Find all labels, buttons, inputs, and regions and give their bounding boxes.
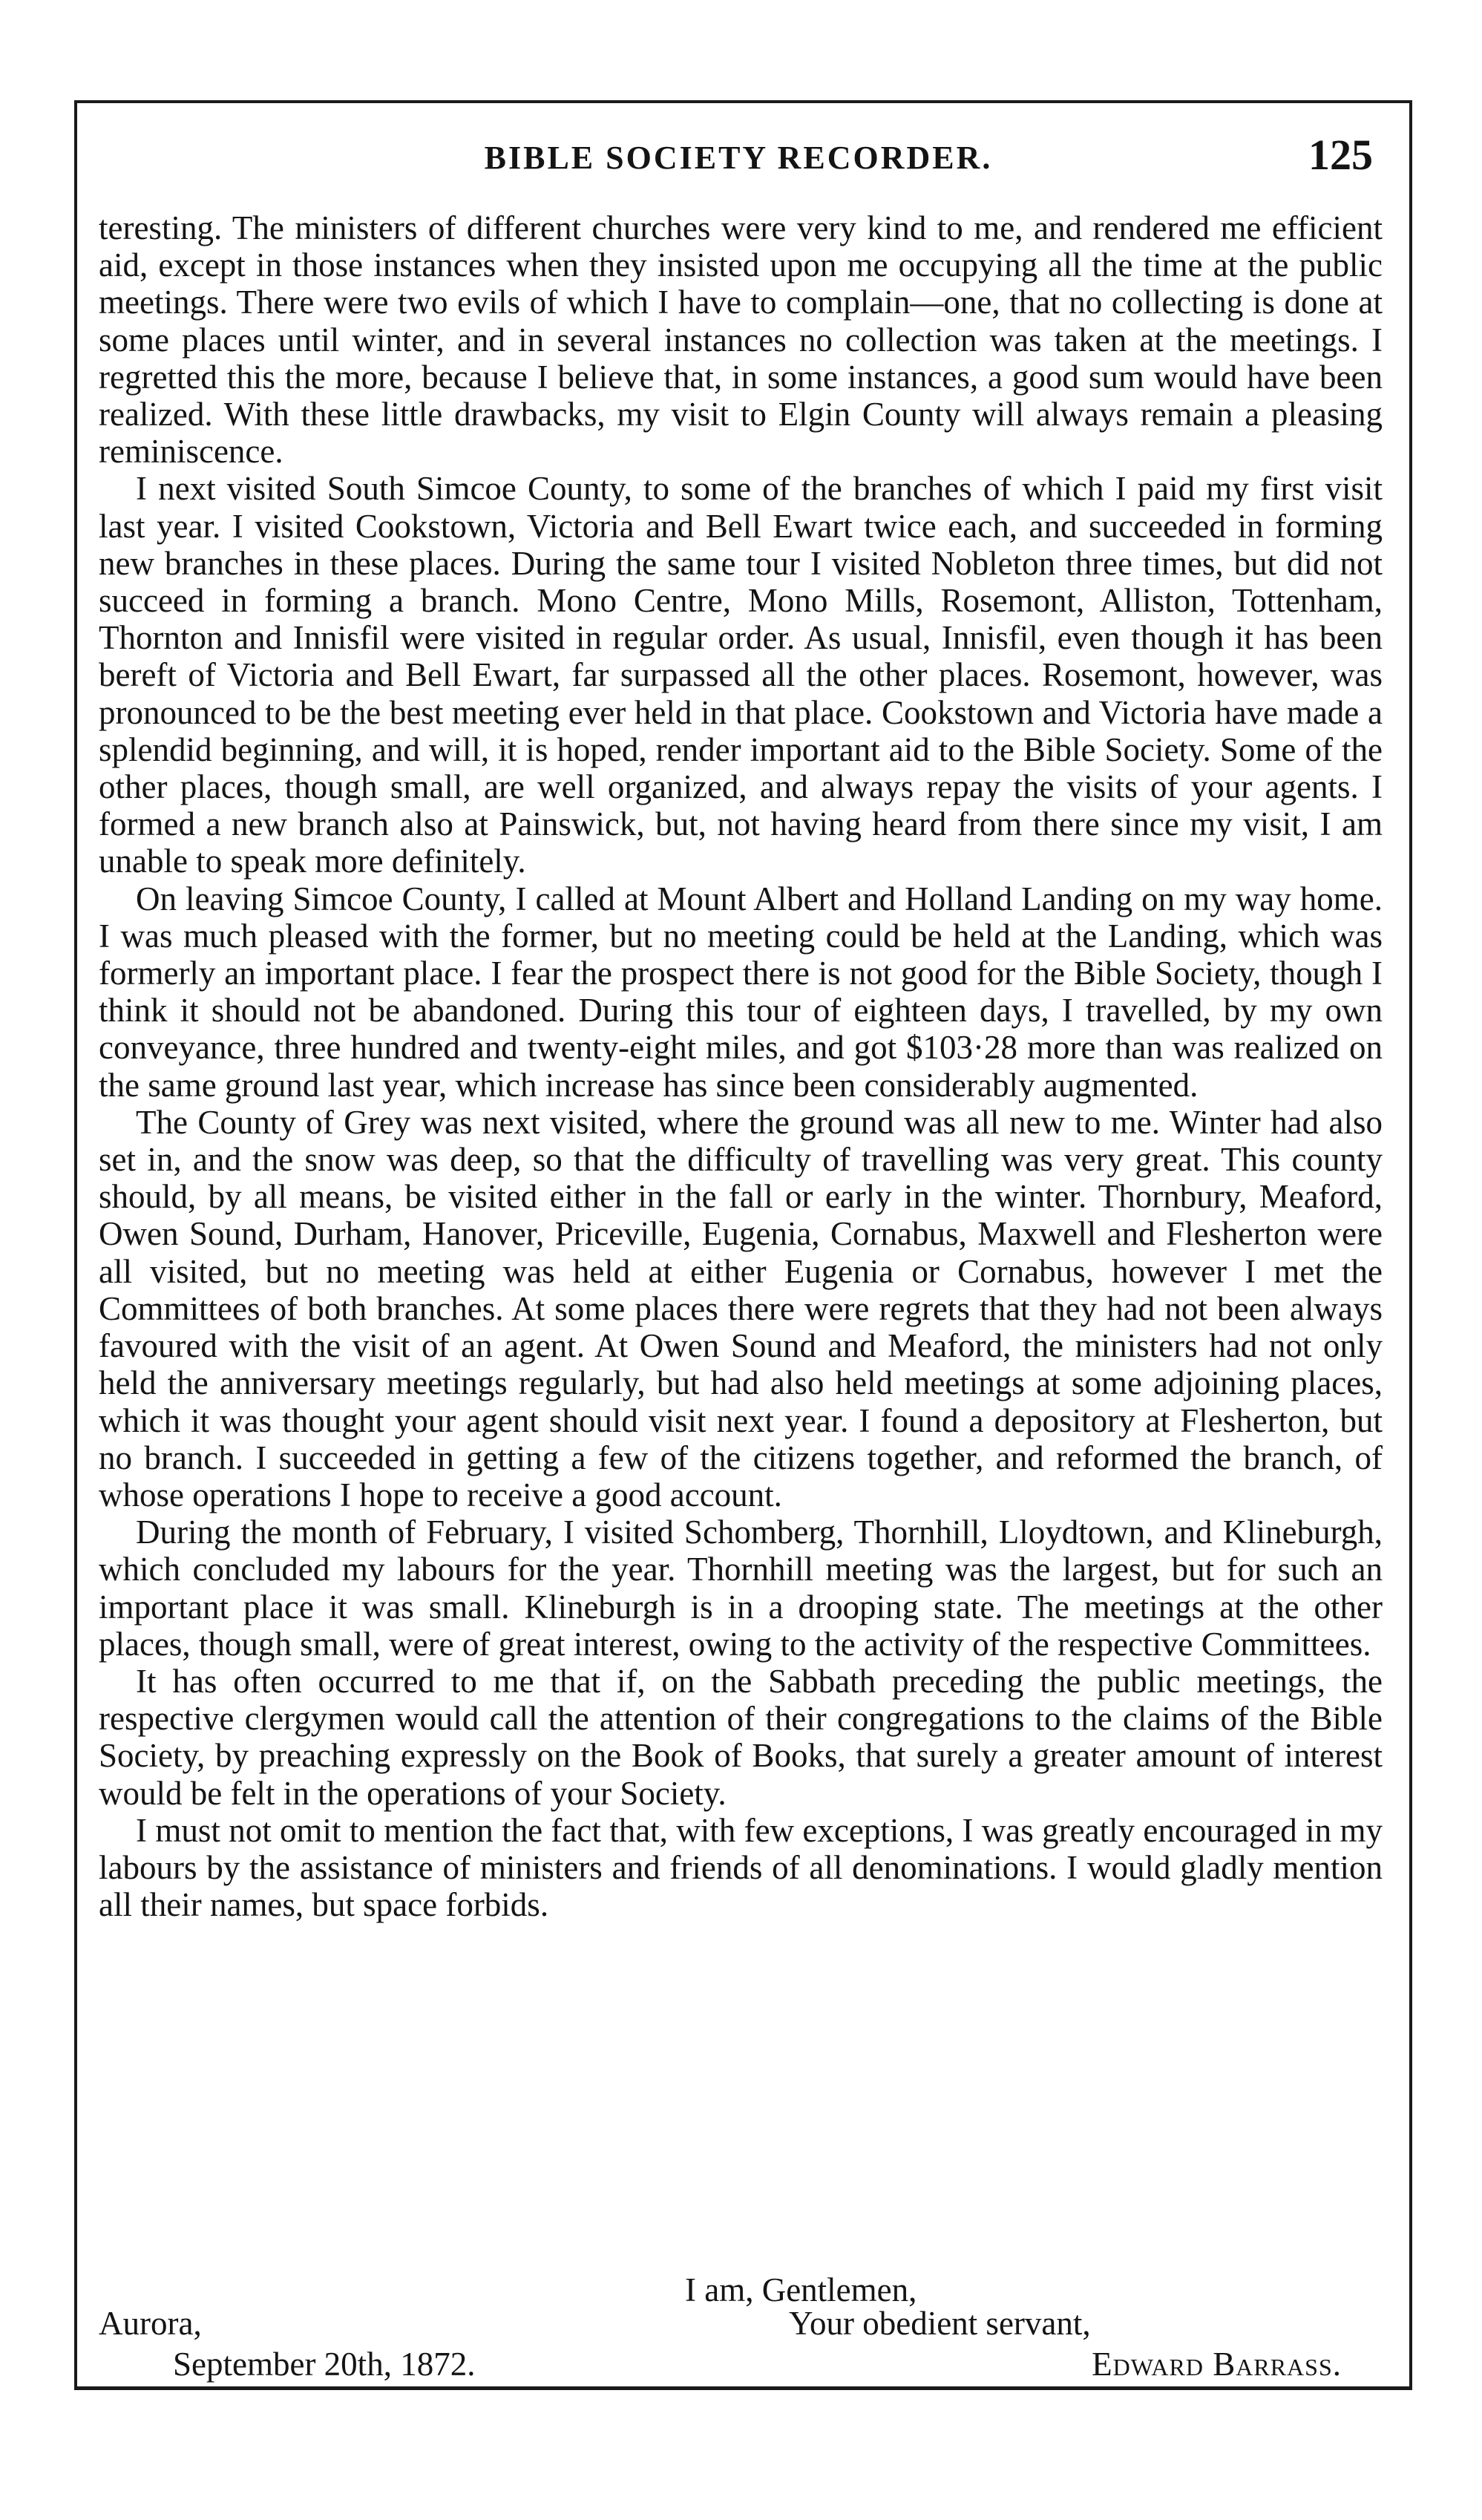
closing-salutation: I am, Gentlemen, xyxy=(685,2271,917,2308)
closing-servant: Your obedient servant, xyxy=(789,2305,1091,2342)
page-header xyxy=(96,122,1380,189)
closing-signature: Edward Barrass. xyxy=(1092,2346,1342,2383)
paragraph-leaving-simcoe: On leaving Simcoe County, I called at Mount Albert and Holland Landing on my way home. I was much pleased with the former, but no meeting could be held at the Landing, which was formerly an important place. I fear the prospect there is not good for the Bible Society, though I think it should not be abandoned. During this tour of eighteen days, I travelled, by my own conveyance, three hundred and twenty-eight miles, and got $103·28 more than was realized on the same ground last year, which increase has since been considerably augmented. xyxy=(99,880,1383,1104)
page-number: 125 xyxy=(1308,131,1373,179)
paragraph-elgin-continuation: teresting. The ministers of different churches were very kind to me, and rendered me efficient aid, except in those instances when they insisted upon me occupying all the time at the public meetings. There were two evils of which I have to complain—one, that no collecting is done at some places until winter, and in several instances no collection was taken at the meetings. I regretted this the more, because I believe that, in some instances, a good sum would have been realized. With these little drawbacks, my visit to Elgin County will always remain a pleasing reminiscence. xyxy=(99,209,1383,471)
letter-closing xyxy=(99,2271,1383,2383)
article-body xyxy=(99,209,1383,1923)
closing-date: September 20th, 1872. xyxy=(173,2346,476,2383)
paragraph-february-visits: During the month of February, I visited Schomberg, Thornhill, Lloydtown, and Klineburgh, which concluded my labours for the year. Thornhill meeting was the largest, but for such an important place it was small. Klineburgh is in a drooping state. The meetings at the other places, though small, were of great interest, owing to the activity of the respective Committees. xyxy=(99,1513,1383,1663)
closing-place: Aurora, xyxy=(99,2305,202,2342)
paragraph-county-of-grey: The County of Grey was next visited, where the ground was all new to me. Winter had also set in, and the snow was deep, so that the difficulty of travelling was very great. This county should, by all means, be visited either in the fall or early in the winter. Thornbury, Meaford, Owen Sound, Durham, Hanover, Priceville, Eugenia, Cornabus, Maxwell and Flesherton were all visited, but no meeting was held at either Eugenia or Cornabus, however I met the Committees of both branches. At some places there were regrets that they had not been always favoured with the visit of an agent. At Owen Sound and Meaford, the ministers had not only held the anniversary meetings regularly, but had also held meetings at some adjoining places, which it was thought your agent should visit next year. I found a depository at Flesherton, but no branch. I succeeded in getting a few of the citizens together, and reformed the branch, of whose operations I hope to receive a good account. xyxy=(99,1103,1383,1513)
paragraph-south-simcoe: I next visited South Simcoe County, to some of the branches of which I paid my first visit last year. I visited Cookstown, Victoria and Bell Ewart twice each, and succeeded in forming new branches in these places. During the same tour I visited Nobleton three times, but did not succeed in forming a branch. Mono Centre, Mono Mills, Rosemont, Alliston, Tottenham, Thornton and Innisfil were visited in regular order. As usual, Innisfil, even though it has been bereft of Victoria and Bell Ewart, far surpassed all the other places. Rosemont, however, was pronounced to be the best meeting ever held in that place. Cookstown and Victoria have made a splendid beginning, and will, it is hoped, render important aid to the Bible Society. Some of the other places, though small, are well organized, and always repay the visits of your agents. I formed a new branch also at Painswick, but, not having heard from there since my visit, I am unable to speak more definitely. xyxy=(99,470,1383,880)
paragraph-acknowledgement: I must not omit to mention the fact that, with few exceptions, I was greatly encouraged in my labours by the assistance of ministers and friends of all denominations. I would gladly mention all their names, but space forbids. xyxy=(99,1811,1383,1924)
running-head: BIBLE SOCIETY RECORDER. xyxy=(484,140,993,176)
paragraph-sabbath-preaching: It has often occurred to me that if, on the Sabbath preceding the public meetings, the respective clergymen would call the attention of their congregations to the claims of the Bible Society, by preaching expressly on the Book of Books, that surely a greater amount of interest would be felt in the operations of your Society. xyxy=(99,1662,1383,1812)
